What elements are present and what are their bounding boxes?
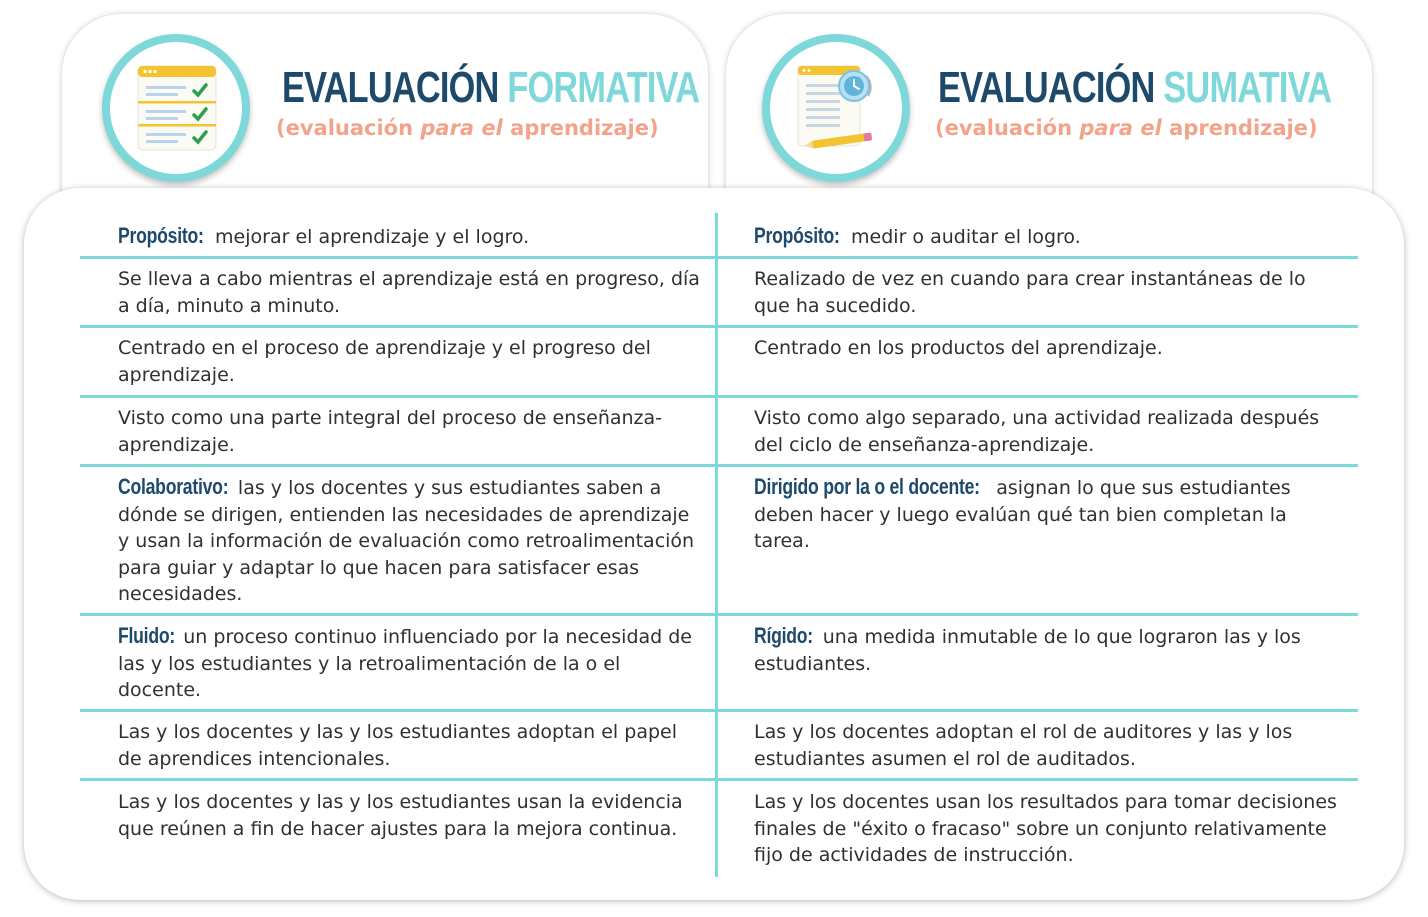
- row-separator: [80, 709, 1358, 712]
- sumativa-subtitle: [935, 116, 1318, 140]
- formativa-cell-purpose: [118, 223, 703, 251]
- sumativa-cell-view: Visto como algo separado, una actividad realizada después del ciclo de enseñanza-aprendizaje.: [754, 407, 1320, 456]
- formativa-fluid-text: un proceso continuo influenciado por la necesidad de las y los estudiantes y la retroalimentación de la o el docente.: [118, 626, 692, 701]
- formativa-collaborative-text: las y los docentes y sus estudiantes saben a dónde se dirigen, entienden las necesidades de aprendizaje y usan la información de evaluación como retroalimentación para guiar y adaptar lo que hacen para satisfacer esas necesidades.: [118, 477, 695, 605]
- formativa-title: [282, 62, 699, 114]
- formativa-cell-fluid: [118, 623, 703, 704]
- sumativa-cell-evidence: Las y los docentes usan los resultados para tomar decisiones finales de "éxito o fracaso" sobre un conjunto relativamente fijo de actividades de instrucción.: [754, 791, 1337, 866]
- sumativa-cell-roles: Las y los docentes adoptan el rol de auditores y las y los estudiantes asumen el rol de auditados.: [754, 721, 1293, 770]
- sumativa-cell-purpose: [754, 223, 1344, 251]
- row-separator: [80, 256, 1358, 259]
- formativa-cell-roles: Las y los docentes y las y los estudiantes adoptan el papel de aprendices intencionales.: [118, 721, 677, 770]
- sumativa-purpose-label: Propósito:: [754, 223, 840, 248]
- row-separator: [80, 464, 1358, 467]
- checklist-icon: [128, 60, 224, 156]
- sumativa-teacher-directed-label: Dirigido por la o el docente:: [754, 474, 980, 499]
- formativa-cell-timing: Se lleva a cabo mientras el aprendizaje está en progreso, día a día, minuto a minuto.: [118, 268, 700, 317]
- formativa-cell-collaborative: [118, 474, 703, 608]
- formativa-title-word2: FORMATIVA: [507, 63, 700, 112]
- row-separator: [80, 778, 1358, 781]
- sumativa-cell-focus: Centrado en los productos del aprendizaje.: [754, 337, 1163, 359]
- sumativa-teacher-directed-text: asignan lo que sus estudiantes deben hacer y luego evalúan qué tan bien completan la tarea.: [754, 477, 1291, 552]
- formativa-subtitle-pre: (evaluación: [276, 116, 421, 140]
- row-separator: [80, 613, 1358, 616]
- formativa-cell-focus: Centrado en el proceso de aprendizaje y el progreso del aprendizaje.: [118, 337, 651, 386]
- sumativa-subtitle-pre: (evaluación: [935, 116, 1080, 140]
- row-separator: [80, 325, 1358, 328]
- sumativa-title: [938, 62, 1331, 114]
- formativa-fluid-label: Fluido:: [118, 623, 175, 648]
- sumativa-title-word1: EVALUACIÓN: [938, 63, 1155, 112]
- sumativa-cell-rigid: [754, 623, 1344, 677]
- formativa-purpose-label: Propósito:: [118, 223, 204, 248]
- formativa-title-word1: EVALUACIÓN: [282, 63, 499, 112]
- formativa-subtitle-em: para el: [420, 116, 503, 140]
- row-separator: [80, 395, 1358, 398]
- sumativa-rigid-text: una medida inmutable de lo que lograron las y los estudiantes.: [754, 626, 1301, 675]
- sumativa-subtitle-post: aprendizaje): [1161, 116, 1318, 140]
- formativa-cell-view: Visto como una parte integral del proceso de enseñanza-aprendizaje.: [118, 407, 663, 456]
- sumativa-cell-teacher-directed: [754, 474, 1344, 555]
- sumativa-cell-timing: Realizado de vez en cuando para crear instantáneas de lo que ha sucedido.: [754, 268, 1306, 317]
- formativa-purpose-text: mejorar el aprendizaje y el logro.: [209, 226, 530, 248]
- document-clock-icon: [788, 60, 884, 156]
- sumativa-rigid-label: Rígido:: [754, 623, 813, 648]
- formativa-cell-evidence: Las y los docentes y las y los estudiantes usan la evidencia que reúnen a fin de hacer ajustes para la mejora continua.: [118, 791, 683, 840]
- sumativa-title-word2: SUMATIVA: [1163, 63, 1332, 112]
- formativa-subtitle-post: aprendizaje): [502, 116, 659, 140]
- formativa-collaborative-label: Colaborativo:: [118, 474, 229, 499]
- sumativa-subtitle-em: para el: [1079, 116, 1162, 140]
- sumativa-purpose-text: medir o auditar el logro.: [845, 226, 1081, 248]
- formativa-icon-badge: [102, 34, 250, 182]
- formativa-subtitle: [276, 116, 659, 140]
- sumativa-icon-badge: [762, 34, 910, 182]
